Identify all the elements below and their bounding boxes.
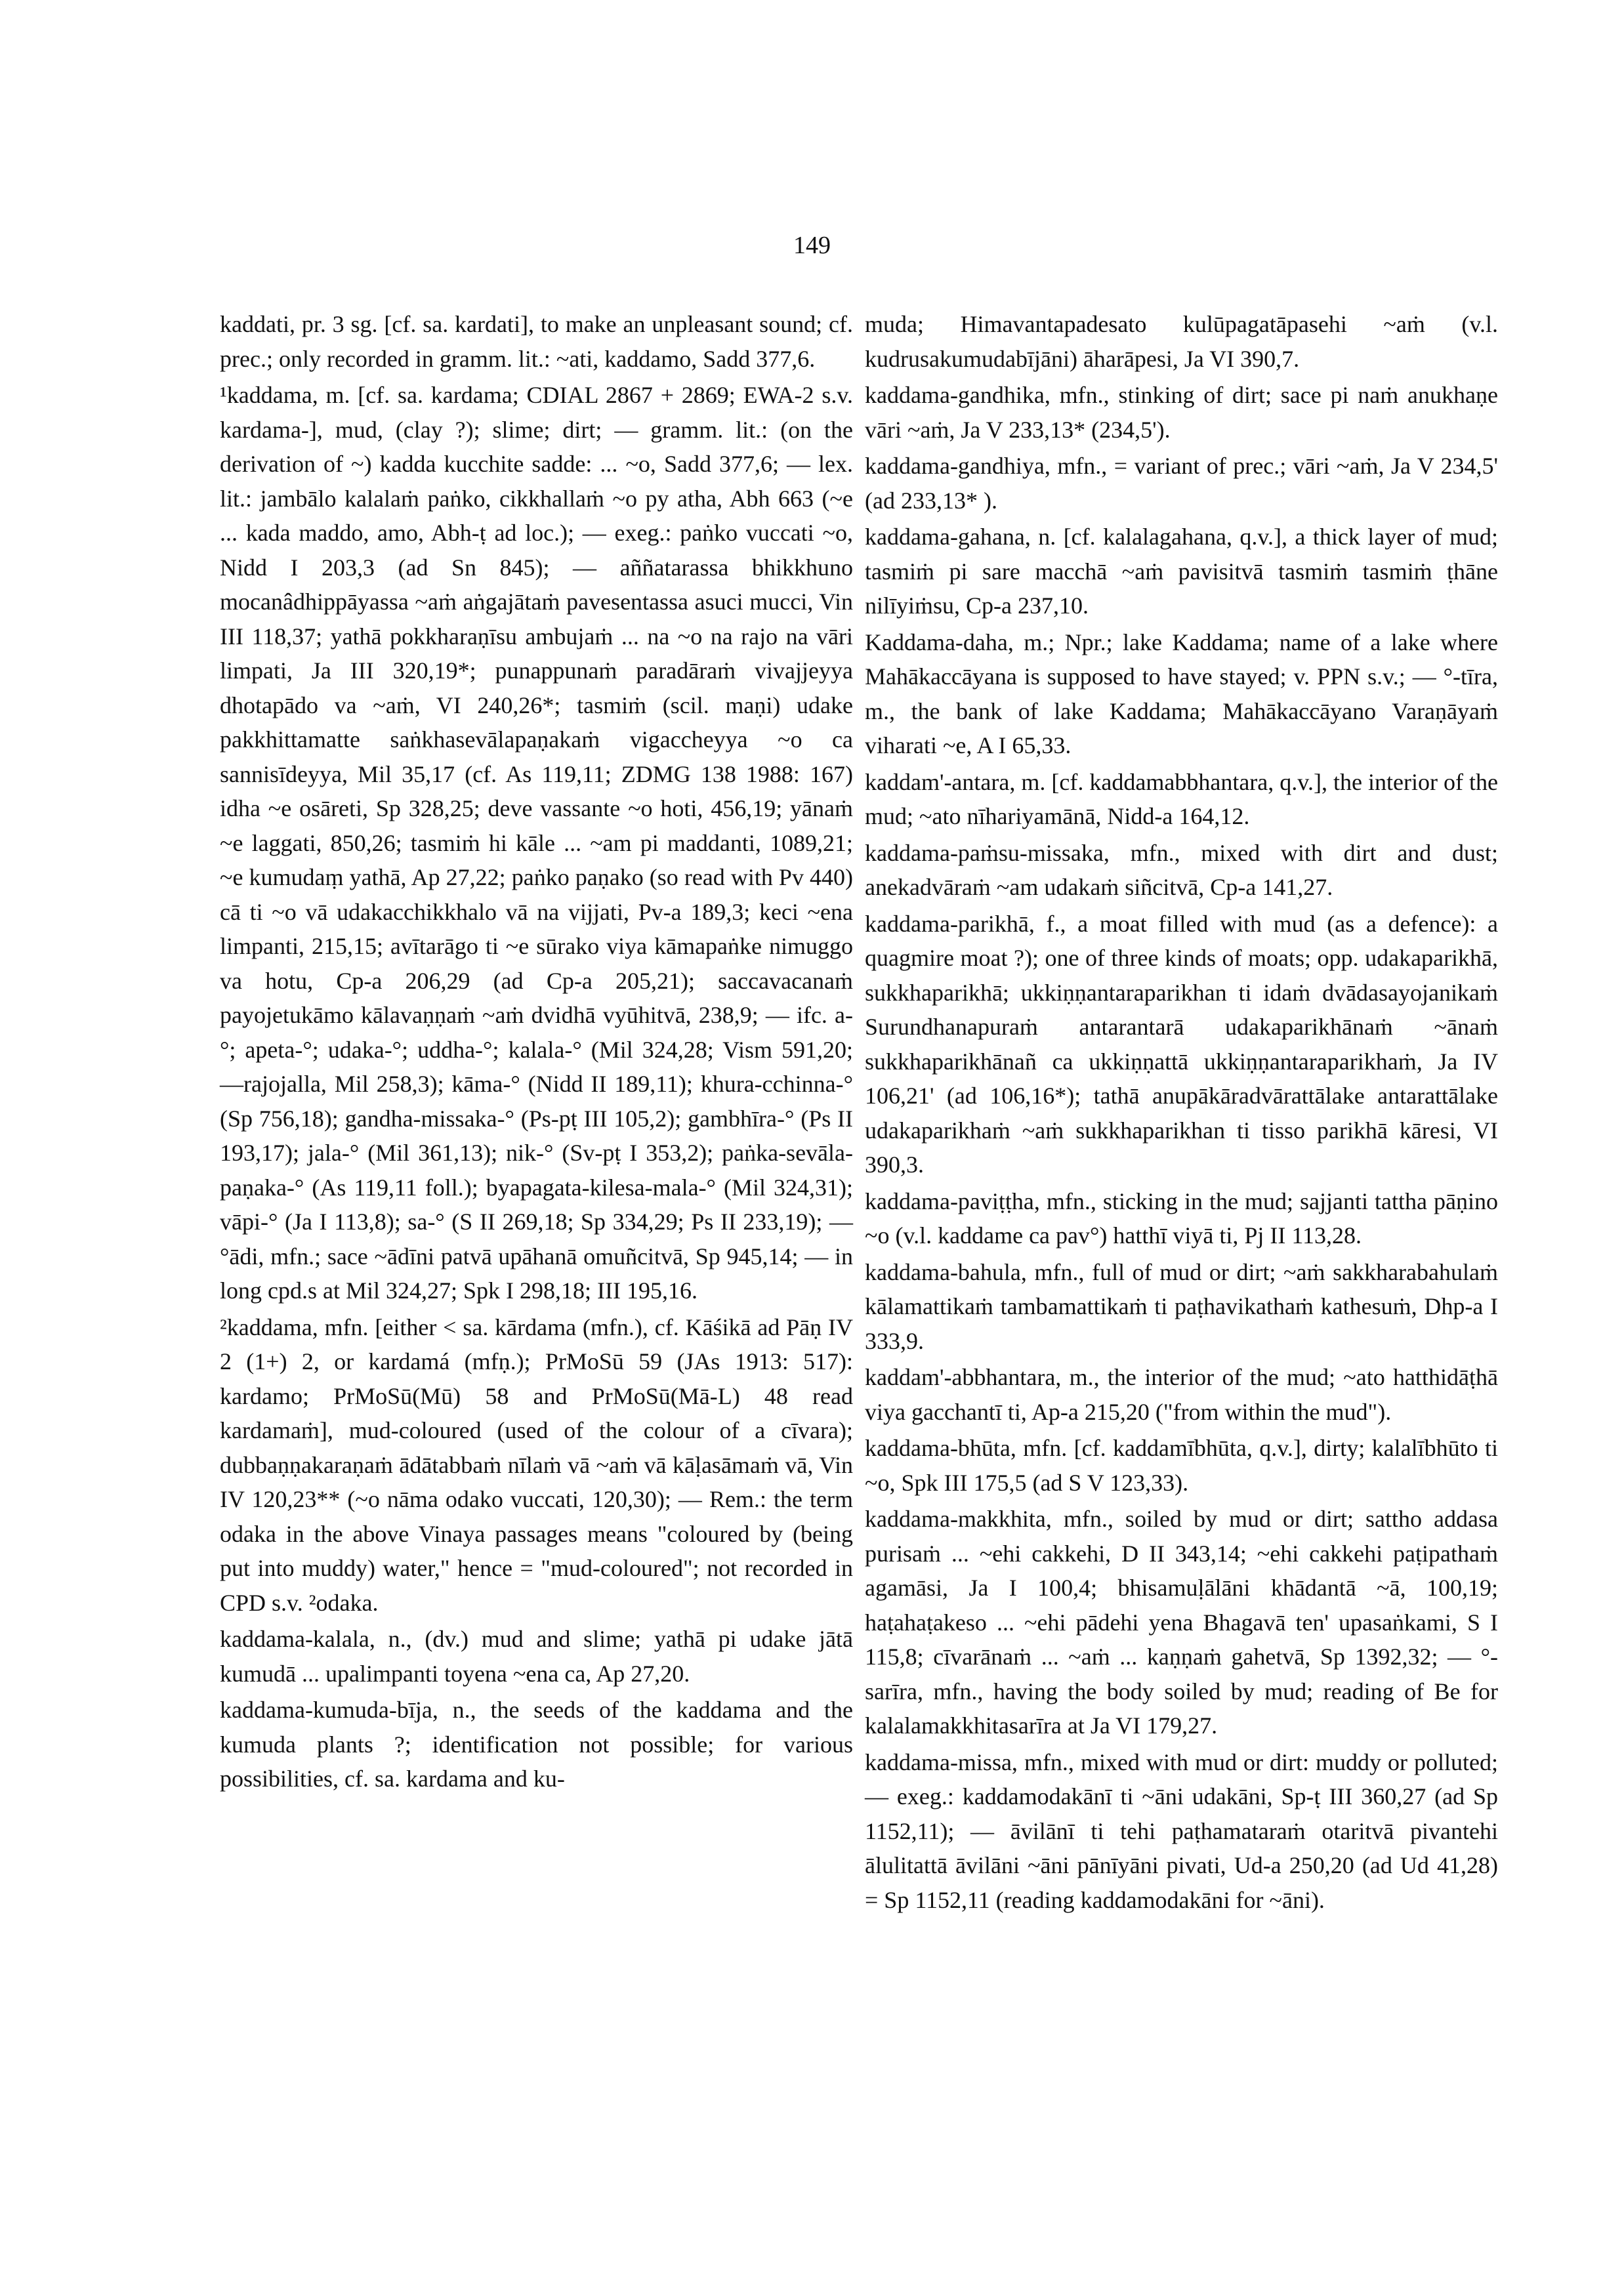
entry-kaddama-gandhika (865, 378, 1498, 447)
page-number: 149 (793, 232, 831, 259)
entry-text: kaddama-kumuda-bīja, n., the seeds of the kaddama and the kumuda plants ?; identification not possible; for various possibilities, cf. sa. kardama and ku- (220, 1697, 853, 1792)
entry-text: kaddama-parikhā, f., a moat filled with mud (as a defence): a quagmire moat ?); one of three kinds of moats; opp. udakaparikhā, sukkhaparikhā; ukkiṇṇantaraparikhan ti idaṁ dvādasayojanikaṁ Surundhanapuraṁ antarantarā udakaparikhānaṁ ~ānaṁ sukkhaparikhānañ ca ukkiṇṇattā ukkiṇṇantaraparikhaṁ, Ja IV 106,21' (ad 106,16*); tathā anupākāradvārattālake antarattālake udakaparikhaṁ ~aṁ sukkhaparikhan ti tisso parikhā kāresi, VI 390,3. (865, 910, 1498, 1178)
entry-continuation (865, 307, 1498, 376)
entry-kaddama-kalala (220, 1622, 853, 1691)
entry-kaddam-abbhantara (865, 1360, 1498, 1429)
entry-text: kaddama-paṁsu-missaka, mfn., mixed with dirt and dust; anekadvāraṁ ~am udakaṁ siñcitvā, Cp-a 141,27. (865, 839, 1498, 900)
entry-kaddama-pamsu-missaka (865, 836, 1498, 905)
entry-kaddama-bahula (865, 1255, 1498, 1359)
entry-text: muda; Himavantapadesato kulūpagatāpasehi ~aṁ (v.l. kudrusakumudabījāni) āharāpesi, Ja VI 390,7. (865, 311, 1498, 372)
entry-text: kaddama-paviṭṭha, mfn., sticking in the mud; sajjanti tattha pāṇino ~o (v.l. kaddame ca pav°) hatthī viyā ti, Pj II 113,28. (865, 1188, 1498, 1249)
entry-kaddama-kumuda-bija (220, 1693, 853, 1796)
right-column (865, 307, 1498, 1919)
entry-kaddama-pavittha (865, 1184, 1498, 1253)
entry-text: ¹kaddama, m. [cf. sa. kardama; CDIAL 2867 + 2869; EWA-2 s.v. kardama-], mud, (clay ?); slime; dirt; — gramm. lit.: (on the derivation of ~) kadda kucchite sadde: ... ~o, Sadd 377,6; — lex. lit.: jambālo kalalaṁ paṅko, cikkhallaṁ ~o py atha, Abh 663 (~e ... kada maddo, amo, Abh-ṭ ad loc.); — exeg.: paṅko vuccati ~o, Nidd I 203,3 (ad Sn 845); — aññatarassa bhikkhuno mocanâdhippāyassa ~aṁ aṅgajātaṁ pavesentassa asuci mucci, Vin III 118,37; yathā pokkharaṇīsu ambujaṁ ... na ~o na rajo na vāri limpati, Ja III 320,19*; punappunaṁ paradāraṁ vivajjeyya dhotapādo va ~aṁ, VI 240,26*; tasmiṁ (scil. maṇi) udake pakkhittamatte saṅkhasevālapaṇakaṁ vigaccheyya ~o ca sannisīdeyya, Mil 35,17 (cf. As 119,11; ZDMG 138 1988: 167) idha ~e osāreti, Sp 328,25; deve vassante ~o hoti, 456,19; yānaṁ ~e laggati, 850,26; tasmiṁ hi kāle ... ~am pi maddanti, 1089,21; ~e kumudaṃ yathā, Ap 27,22; paṅko paṇako (so read with Pv 440) cā ti ~o vā udakacchikkhalo vā na vijjati, Pv-a 189,3; keci ~ena limpanti, 215,15; avītarāgo ti ~e sūrako viya kāmapaṅke nimuggo va hotu, Cp-a 206,29 (ad Cp-a 205,21); saccavacanaṁ payojetukāmo kālavaṇṇaṁ ~aṁ dvidhā vyūhitvā, 238,9; — ifc. a-°; apeta-°; udaka-°; uddha-°; kalala-° (Mil 324,28; Vism 591,20; —rajojalla, Mil 258,3); kāma-° (Nidd II 189,11); khura-cchinna-° (Sp 756,18); gandha-missaka-° (Ps-pṭ III 105,2); gambhīra-° (Ps II 193,17); jala-° (Mil 361,13); nik-° (Sv-pṭ I 353,2); paṅka-sevāla-paṇaka-° (As 119,11 foll.); byapagata-kilesa-mala-° (Mil 324,31); vāpi-° (Ja I 113,8); sa-° (S II 269,18; Sp 334,29; Ps II 233,19); — °ādi, mfn.; sace ~ādīni patvā upāhanā omuñcitvā, Sp 945,14; — in long cpd.s at Mil 324,27; Spk I 298,18; III 195,16. (220, 382, 853, 1304)
entry-text: kaddam'-antara, m. [cf. kaddamabbhantara, q.v.], the interior of the mud; ~ato nīhariyamānā, Nidd-a 164,12. (865, 768, 1498, 829)
entry-kaddama-gahana (865, 520, 1498, 623)
entry-kaddama-parikha (865, 907, 1498, 1182)
entry-kaddam-antara (865, 765, 1498, 834)
entry-text: kaddama-bhūta, mfn. [cf. kaddamībhūta, q.v.], dirty; kalalībhūto ti ~o, Spk III 175,5 (ad S V 123,33). (865, 1435, 1498, 1496)
entry-text: kaddama-kalala, n., (dv.) mud and slime; yathā pi udake jātā kumudā ... upalimpanti toyena ~ena ca, Ap 27,20. (220, 1626, 853, 1687)
entry-text: kaddam'-abbhantara, m., the interior of the mud; ~ato hatthidāṭhā viya gacchantī ti, Ap-a 215,20 ("from within the mud"). (865, 1364, 1498, 1425)
entry-kaddama-gandhiya (865, 449, 1498, 518)
entry-text: Kaddama-daha, m.; Npr.; lake Kaddama; name of a lake where Mahākaccāyana is supposed to have stayed; v. PPN s.v.; — °-tīra, m., the bank of lake Kaddama; Mahākaccāyano Varaṇāyaṁ viharati ~e, A I 65,33. (865, 629, 1498, 758)
entry-kaddama-bhuta (865, 1431, 1498, 1500)
entry-kaddama-1 (220, 378, 853, 1308)
entry-kaddama-daha (865, 625, 1498, 763)
entry-text: kaddama-gandhika, mfn., stinking of dirt; sace pi naṁ anukhaṇe vāri ~aṁ, Ja V 233,13* (234,5'). (865, 382, 1498, 443)
entry-text: kaddama-missa, mfn., mixed with mud or dirt: muddy or polluted; — exeg.: kaddamodakānī ti ~āni udakāni, Sp-ṭ III 360,27 (ad Sp 1152,11); — āvilānī ti tehi paṭhamataraṁ otaritvā pivantehi ālulitattā āvilāni ~āni pānīyāni pivati, Ud-a 250,20 (ad Ud 41,28) = Sp 1152,11 (reading kaddamodakāni for ~āni). (865, 1748, 1498, 1913)
entry-text: kaddama-makkhita, mfn., soiled by mud or dirt; sattho addasa purisaṁ ... ~ehi cakkehi, D II 343,14; ~ehi cakkehi paṭipathaṁ agamāsi, Ja I 100,4; bhisamuḷālāni khādantā ~ā, 100,19; haṭahaṭakeso ... ~ehi pādehi yena Bhagavā ten' upasaṅkami, S I 115,8; cīvarānaṁ ... ~aṁ ... kaṇṇaṁ gahetvā, Sp 1392,32; — °-sarīra, mfn., having the body soiled by mud; reading of Be for kalalamakkhitasarīra at Ja VI 179,27. (865, 1506, 1498, 1739)
entry-kaddati (220, 307, 853, 376)
entry-text: kaddama-gandhiya, mfn., = variant of prec.; vāri ~aṁ, Ja V 234,5' (ad 233,13* ). (865, 453, 1498, 514)
entry-kaddama-makkhita (865, 1502, 1498, 1743)
entry-kaddama-missa (865, 1745, 1498, 1918)
left-column (220, 307, 853, 1798)
entry-text: ²kaddama, mfn. [either < sa. kārdama (mfn.), cf. Kāśikā ad Pāṇ IV 2 (1+) 2, or kardamá (mfṇ.); PrMoSū 59 (JAs 1913: 517): kardamo; PrMoSū(Mū) 58 and PrMoSū(Mā-L) 48 read kardamaṁ], mud-coloured (used of the colour of a cīvara); dubbaṇṇakaraṇaṁ ādātabbaṁ nīlaṁ vā ~aṁ vā kāḷasāmaṁ vā, Vin IV 120,23** (~o nāma odako vuccati, 120,30); — Rem.: the term odaka in the above Vinaya passages means "coloured by (being put into muddy) water," hence = "mud-coloured"; not recorded in CPD s.v. ²odaka. (220, 1313, 853, 1616)
entry-text: kaddama-gahana, n. [cf. kalalagahana, q.v.], a thick layer of mud; tasmiṁ pi sare macchā ~aṁ pavisitvā tasmiṁ tasmiṁ ṭhāne nilīyiṁsu, Cp-a 237,10. (865, 524, 1498, 619)
entry-text: kaddati, pr. 3 sg. [cf. sa. kardati], to make an unpleasant sound; cf. prec.; only recorded in gramm. lit.: ~ati, kaddamo, Sadd 377,6. (220, 311, 853, 372)
entry-kaddama-2 (220, 1310, 853, 1621)
entry-text: kaddama-bahula, mfn., full of mud or dirt; ~aṁ sakkharabahulaṁ kālamattikaṁ tambamattikaṁ ti paṭhavikathaṁ kathesuṁ, Dhp-a I 333,9. (865, 1258, 1498, 1354)
